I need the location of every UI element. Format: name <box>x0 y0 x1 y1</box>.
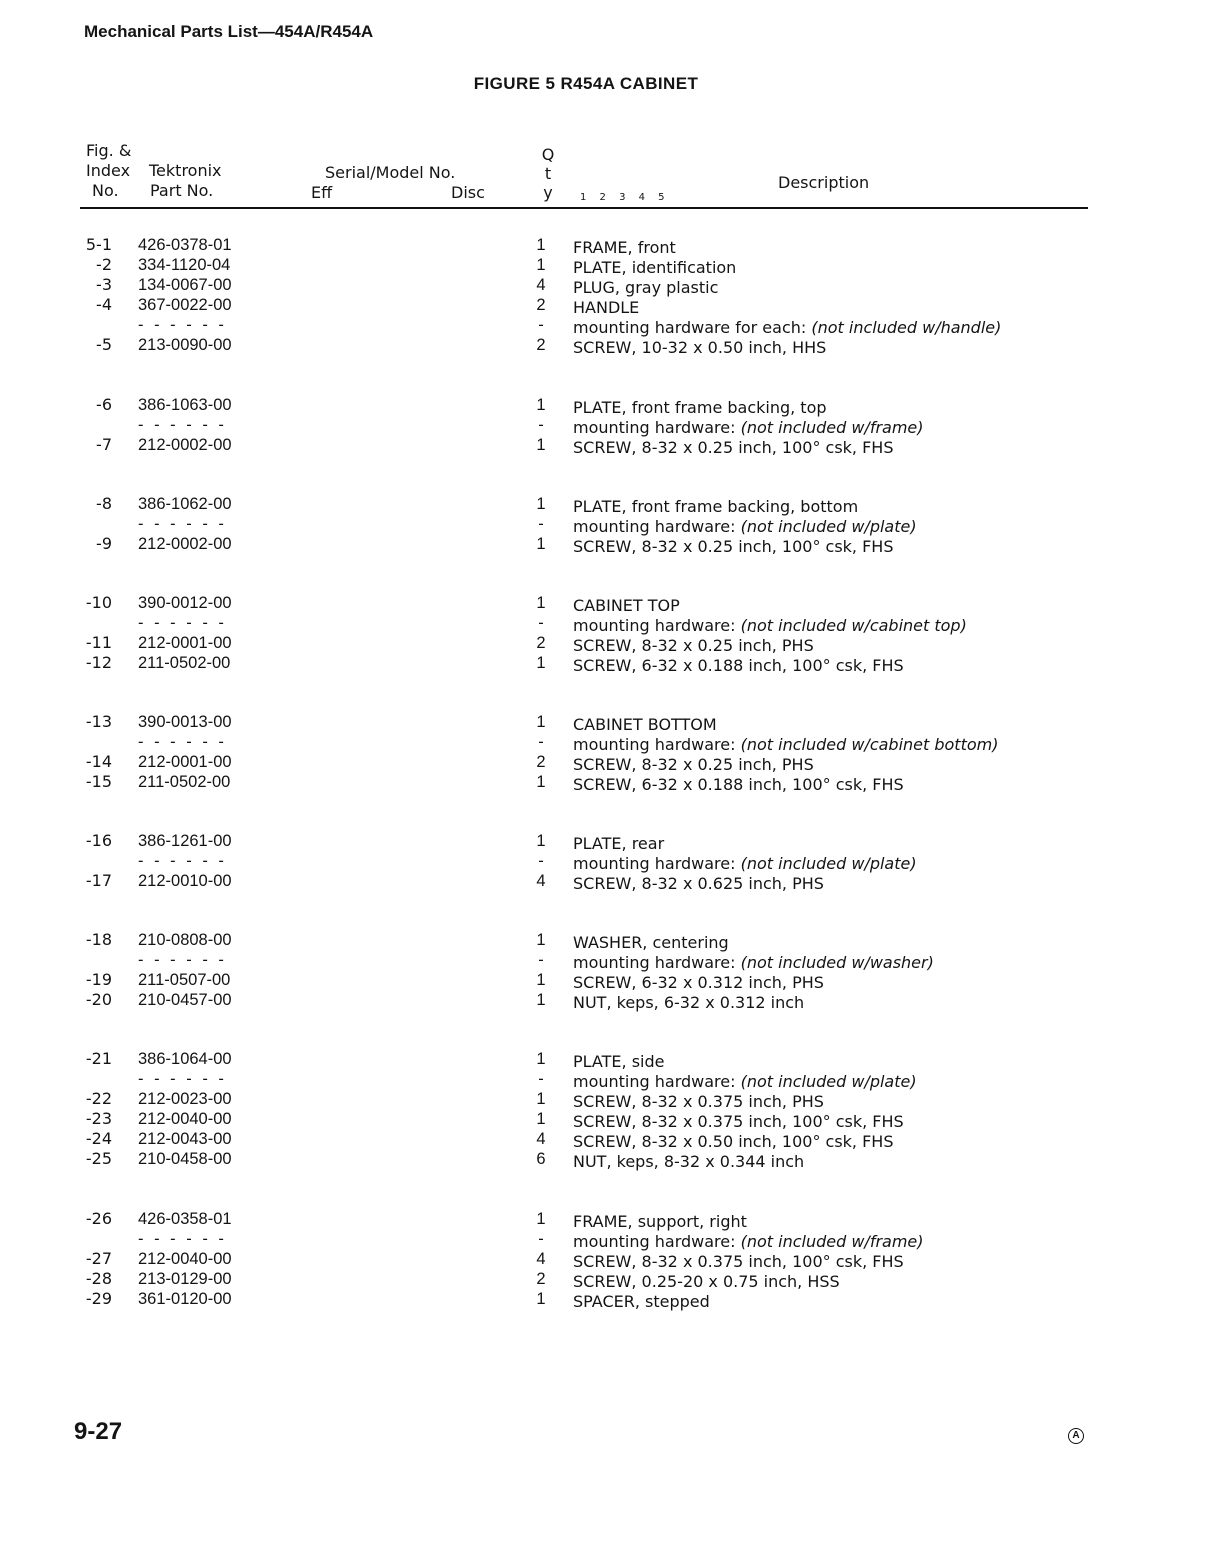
index-number: -16 <box>85 831 112 850</box>
table-row <box>0 415 1220 435</box>
part-number: 210-0457-00 <box>138 991 232 1009</box>
index-number: -13 <box>85 712 112 731</box>
description-text: SCREW, 0.25-20 x 0.75 inch, HSS <box>573 1272 840 1291</box>
description-note: (not included w/handle) <box>811 318 1002 337</box>
part-number: 386-1063-00 <box>138 396 232 414</box>
description-text: NUT, keps, 6-32 x 0.312 inch <box>573 993 805 1012</box>
table-row <box>0 752 1220 772</box>
quantity: 1 <box>536 1210 546 1228</box>
quantity: 2 <box>536 1270 546 1288</box>
table-row <box>0 970 1220 990</box>
index-number: -24 <box>85 1129 112 1148</box>
part-number: 211-0502-00 <box>138 773 231 791</box>
index-number: -29 <box>85 1289 112 1308</box>
description-text: mounting hardware: <box>573 418 741 437</box>
index-number: -8 <box>96 494 112 513</box>
table-row <box>0 295 1220 315</box>
description-text: SCREW, 8-32 x 0.625 inch, PHS <box>573 874 824 893</box>
description <box>573 438 894 458</box>
quantity: 1 <box>536 1050 546 1068</box>
description-note: (not included w/plate) <box>740 517 917 536</box>
part-number: 211-0507-00 <box>138 971 231 989</box>
table-row <box>0 534 1220 554</box>
index-number: -26 <box>85 1209 112 1228</box>
part-number: - - - - - - <box>138 515 227 533</box>
figure-title: FIGURE 5 R454A CABINET <box>473 74 699 93</box>
part-number: 134-0067-00 <box>138 276 232 294</box>
description <box>573 874 824 894</box>
description-note: (not included w/plate) <box>740 1072 917 1091</box>
running-head: Mechanical Parts List—454A/R454A <box>84 22 374 41</box>
description-note: (not included w/frame) <box>740 1232 924 1251</box>
part-number: 212-0040-00 <box>138 1250 232 1268</box>
description-text: SCREW, 6-32 x 0.312 inch, PHS <box>573 973 824 992</box>
table-row <box>0 1209 1220 1229</box>
header-qty-q: Q <box>541 145 555 164</box>
index-number: -3 <box>96 275 112 294</box>
quantity: 1 <box>536 535 546 553</box>
part-number: 212-0002-00 <box>138 436 232 454</box>
table-row <box>0 1109 1220 1129</box>
description-text: mounting hardware: <box>573 854 741 873</box>
quantity: 1 <box>536 236 546 254</box>
parts-group <box>0 593 1220 673</box>
index-number: -2 <box>96 255 112 274</box>
table-row <box>0 613 1220 633</box>
table-row <box>0 1049 1220 1069</box>
parts-group <box>0 1209 1220 1309</box>
description-text: mounting hardware: <box>573 953 741 972</box>
index-number: -4 <box>96 295 112 314</box>
parts-group <box>0 235 1220 355</box>
table-row <box>0 593 1220 613</box>
page-number: 9-27 <box>74 1418 123 1445</box>
table-row <box>0 653 1220 673</box>
quantity: 1 <box>536 1110 546 1128</box>
parts-group <box>0 1049 1220 1169</box>
quantity: 1 <box>536 1090 546 1108</box>
header-qty-y: y <box>543 183 553 202</box>
table-row <box>0 871 1220 891</box>
parts-group <box>0 930 1220 1010</box>
description-note: (not included w/washer) <box>740 953 934 972</box>
description-text: SCREW, 10-32 x 0.50 inch, HHS <box>573 338 827 357</box>
part-number: 426-0358-01 <box>138 1210 232 1228</box>
index-number: -10 <box>85 593 112 612</box>
index-number: -23 <box>85 1109 112 1128</box>
quantity: 4 <box>536 276 546 294</box>
description-text: PLATE, front frame backing, top <box>573 398 827 417</box>
part-number: 367-0022-00 <box>138 296 232 314</box>
quantity: 2 <box>536 634 546 652</box>
table-row <box>0 335 1220 355</box>
table-row <box>0 831 1220 851</box>
header-disc: Disc <box>451 183 485 202</box>
description-note: (not included w/frame) <box>740 418 924 437</box>
quantity: 1 <box>536 713 546 731</box>
quantity: - <box>538 614 544 632</box>
table-row <box>0 494 1220 514</box>
index-number: -5 <box>96 335 112 354</box>
part-number: 212-0043-00 <box>138 1130 232 1148</box>
table-row <box>0 633 1220 653</box>
quantity: - <box>538 1230 544 1248</box>
quantity: - <box>538 852 544 870</box>
table-row <box>0 950 1220 970</box>
header-indent-columns: 1 2 3 4 5 <box>580 192 670 203</box>
part-number: - - - - - - <box>138 733 227 751</box>
description-note: (not included w/plate) <box>740 854 917 873</box>
header-description: Description <box>778 173 870 192</box>
quantity: - <box>538 316 544 334</box>
header-part-line1: Tektronix <box>149 161 222 180</box>
index-number: -28 <box>85 1269 112 1288</box>
part-number: - - - - - - <box>138 951 227 969</box>
description <box>573 338 826 358</box>
description-text: mounting hardware: <box>573 1232 741 1251</box>
part-number: 361-0120-00 <box>138 1290 232 1308</box>
part-number: - - - - - - <box>138 1230 227 1248</box>
table-row <box>0 1089 1220 1109</box>
description-text: SCREW, 8-32 x 0.25 inch, PHS <box>573 755 814 774</box>
part-number: 386-1064-00 <box>138 1050 232 1068</box>
table-row <box>0 1129 1220 1149</box>
part-number: - - - - - - <box>138 614 227 632</box>
description-text: SCREW, 8-32 x 0.375 inch, PHS <box>573 1092 824 1111</box>
description-text: SCREW, 8-32 x 0.50 inch, 100° csk, FHS <box>573 1132 894 1151</box>
description-text: SPACER, stepped <box>573 1292 710 1311</box>
part-number: - - - - - - <box>138 1070 227 1088</box>
quantity: - <box>538 733 544 751</box>
header-qty-t: t <box>544 164 552 183</box>
description-text: mounting hardware: <box>573 1072 741 1091</box>
part-number: - - - - - - <box>138 416 227 434</box>
description-text: SCREW, 8-32 x 0.375 inch, 100° csk, FHS <box>573 1112 904 1131</box>
header-index-line2: Index <box>86 161 131 180</box>
quantity: - <box>538 1070 544 1088</box>
description <box>573 993 804 1013</box>
part-number: 212-0001-00 <box>138 634 232 652</box>
quantity: 4 <box>536 1130 546 1148</box>
part-number: 212-0023-00 <box>138 1090 232 1108</box>
index-number: -25 <box>85 1149 112 1168</box>
part-number: 212-0010-00 <box>138 872 232 890</box>
description-text: PLATE, rear <box>573 834 665 853</box>
description <box>573 1292 710 1312</box>
description-text: FRAME, support, right <box>573 1212 747 1231</box>
part-number: 211-0502-00 <box>138 654 231 672</box>
header-serial-title: Serial/Model No. <box>325 163 456 182</box>
table-row <box>0 851 1220 871</box>
table-row <box>0 315 1220 335</box>
description-note: (not included w/cabinet top) <box>740 616 967 635</box>
table-row <box>0 1149 1220 1169</box>
description-text: PLATE, identification <box>573 258 737 277</box>
quantity: 4 <box>536 872 546 890</box>
quantity: 1 <box>536 832 546 850</box>
table-row <box>0 990 1220 1010</box>
description-text: PLATE, front frame backing, bottom <box>573 497 859 516</box>
index-number: -12 <box>85 653 112 672</box>
quantity: - <box>538 416 544 434</box>
description-text: SCREW, 6-32 x 0.188 inch, 100° csk, FHS <box>573 775 904 794</box>
part-number: 213-0090-00 <box>138 336 232 354</box>
description-text: mounting hardware: <box>573 616 741 635</box>
table-row <box>0 435 1220 455</box>
index-number: -22 <box>85 1089 112 1108</box>
description <box>573 656 904 676</box>
part-number: 212-0002-00 <box>138 535 232 553</box>
description-text: mounting hardware: <box>573 735 741 754</box>
index-number: -18 <box>85 930 112 949</box>
revision-mark-icon: A <box>1068 1428 1084 1444</box>
parts-group <box>0 712 1220 792</box>
part-number: 212-0040-00 <box>138 1110 232 1128</box>
index-number: -6 <box>96 395 112 414</box>
description <box>573 1152 804 1172</box>
table-row <box>0 514 1220 534</box>
quantity: - <box>538 951 544 969</box>
index-number: -17 <box>85 871 112 890</box>
quantity: 2 <box>536 296 546 314</box>
quantity: 6 <box>536 1150 546 1168</box>
quantity: 1 <box>536 436 546 454</box>
table-row <box>0 732 1220 752</box>
description <box>573 775 904 795</box>
table-row <box>0 1069 1220 1089</box>
description-text: SCREW, 8-32 x 0.25 inch, PHS <box>573 636 814 655</box>
description-text: WASHER, centering <box>573 933 729 952</box>
quantity: 1 <box>536 256 546 274</box>
part-number: - - - - - - <box>138 316 227 334</box>
quantity: 1 <box>536 773 546 791</box>
quantity: - <box>538 515 544 533</box>
description-note: (not included w/cabinet bottom) <box>740 735 999 754</box>
description-text: FRAME, front <box>573 238 676 257</box>
table-row <box>0 1229 1220 1249</box>
table-row <box>0 235 1220 255</box>
part-number: 334-1120-04 <box>138 256 231 274</box>
header-index-line1: Fig. & <box>86 141 132 160</box>
quantity: 1 <box>536 1290 546 1308</box>
description-text: PLUG, gray plastic <box>573 278 719 297</box>
table-row <box>0 255 1220 275</box>
index-number: -9 <box>96 534 112 553</box>
table-row <box>0 395 1220 415</box>
quantity: 1 <box>536 495 546 513</box>
quantity: 1 <box>536 971 546 989</box>
part-number: 386-1261-00 <box>138 832 232 850</box>
table-row <box>0 275 1220 295</box>
header-part-line2: Part No. <box>150 181 214 200</box>
part-number: 210-0808-00 <box>138 931 232 949</box>
quantity: 4 <box>536 1250 546 1268</box>
index-number: -27 <box>85 1249 112 1268</box>
header-index-line3: No. <box>92 181 119 200</box>
description-text: SCREW, 8-32 x 0.25 inch, 100° csk, FHS <box>573 537 894 556</box>
quantity: 2 <box>536 336 546 354</box>
description-text: mounting hardware for each: <box>573 318 812 337</box>
index-number: 5-1 <box>85 235 112 254</box>
index-number: -15 <box>85 772 112 791</box>
header-eff: Eff <box>311 183 333 202</box>
table-row <box>0 772 1220 792</box>
index-number: -14 <box>85 752 112 771</box>
quantity: 1 <box>536 594 546 612</box>
description-text: CABINET TOP <box>573 596 680 615</box>
index-number: -20 <box>85 990 112 1009</box>
description-text: SCREW, 8-32 x 0.375 inch, 100° csk, FHS <box>573 1252 904 1271</box>
description <box>573 537 894 557</box>
quantity: 1 <box>536 931 546 949</box>
part-number: 210-0458-00 <box>138 1150 232 1168</box>
part-number: 386-1062-00 <box>138 495 232 513</box>
table-row <box>0 1289 1220 1309</box>
quantity: 1 <box>536 396 546 414</box>
parts-group <box>0 831 1220 891</box>
parts-group <box>0 395 1220 455</box>
description-text: mounting hardware: <box>573 517 741 536</box>
description-text: HANDLE <box>573 298 640 317</box>
description-text: SCREW, 6-32 x 0.188 inch, 100° csk, FHS <box>573 656 904 675</box>
index-number: -21 <box>85 1049 112 1068</box>
table-row <box>0 1269 1220 1289</box>
table-row <box>0 712 1220 732</box>
table-row <box>0 1249 1220 1269</box>
part-number: 426-0378-01 <box>138 236 232 254</box>
quantity: 2 <box>536 753 546 771</box>
part-number: 390-0012-00 <box>138 594 232 612</box>
description-text: NUT, keps, 8-32 x 0.344 inch <box>573 1152 805 1171</box>
quantity: 1 <box>536 991 546 1009</box>
quantity: 1 <box>536 654 546 672</box>
description-text: PLATE, side <box>573 1052 665 1071</box>
index-number: -7 <box>96 435 112 454</box>
part-number: 213-0129-00 <box>138 1270 232 1288</box>
part-number: - - - - - - <box>138 852 227 870</box>
index-number: -11 <box>85 633 112 652</box>
description-text: CABINET BOTTOM <box>573 715 717 734</box>
table-row <box>0 930 1220 950</box>
part-number: 390-0013-00 <box>138 713 232 731</box>
part-number: 212-0001-00 <box>138 753 232 771</box>
description-text: SCREW, 8-32 x 0.25 inch, 100° csk, FHS <box>573 438 894 457</box>
index-number: -19 <box>85 970 112 989</box>
parts-group <box>0 494 1220 554</box>
